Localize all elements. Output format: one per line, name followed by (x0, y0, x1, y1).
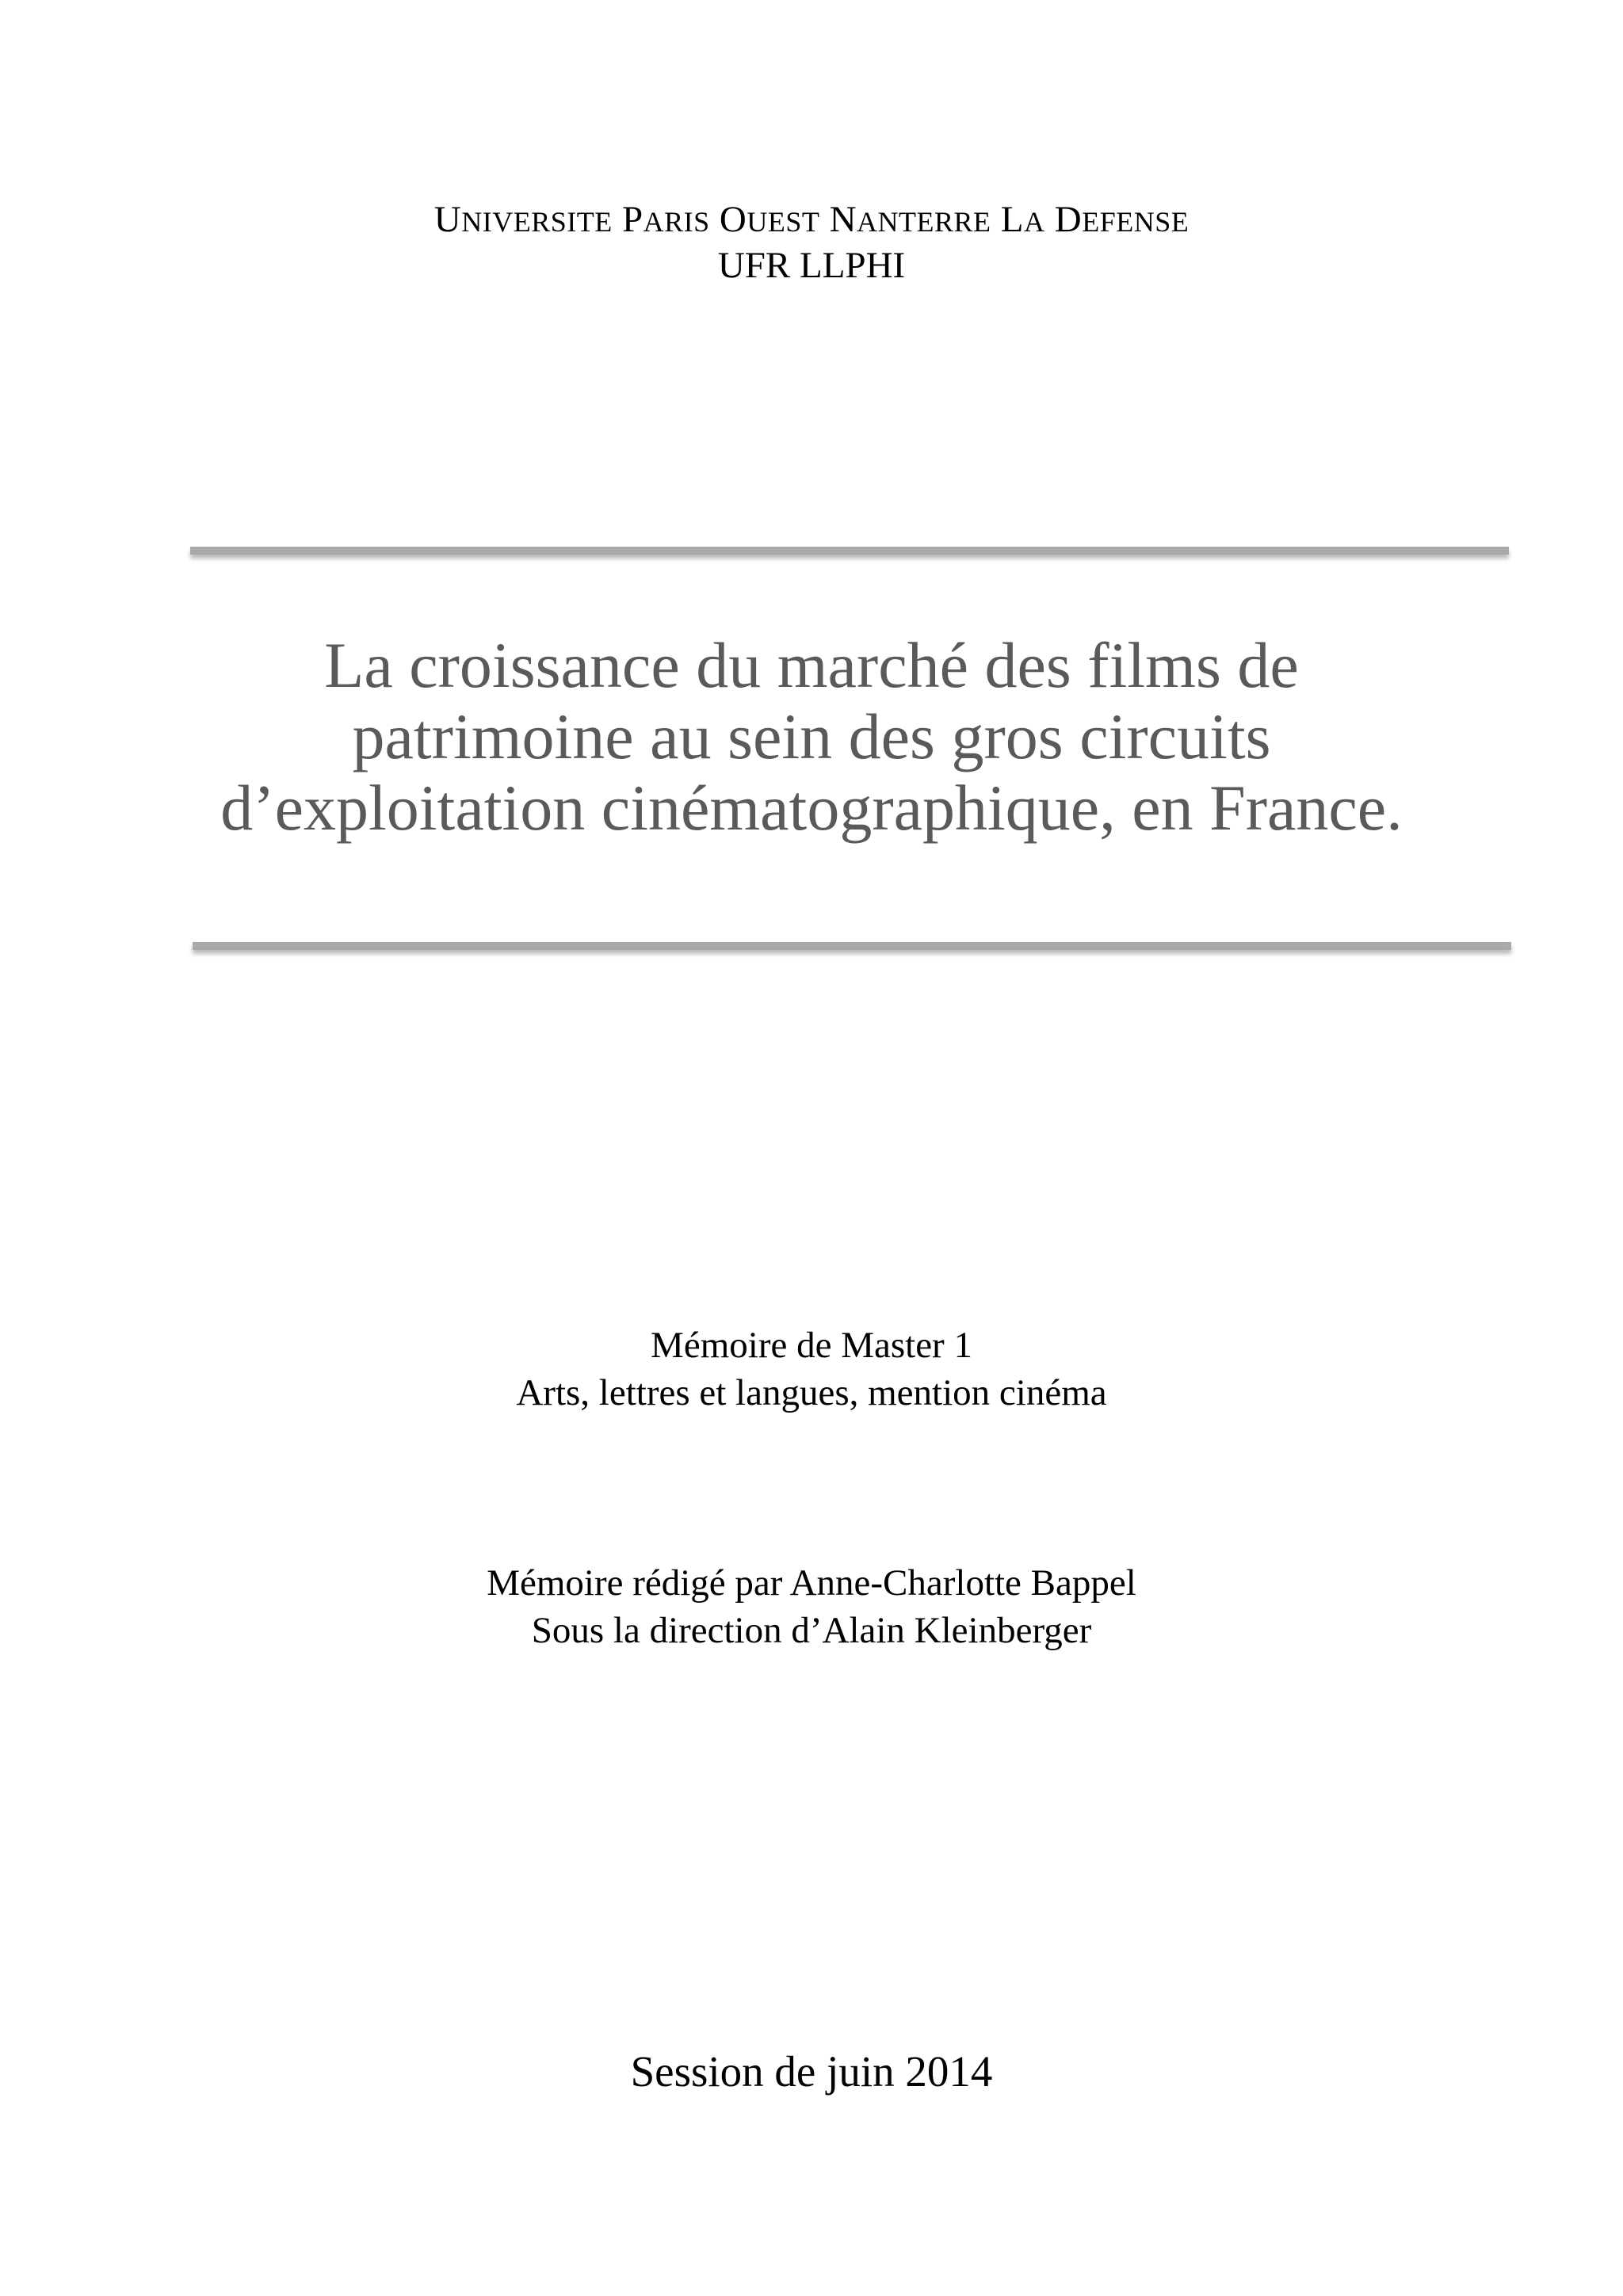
title-line-2: patrimoine au sein des gros circuits (352, 700, 1271, 772)
author-direction: Sous la direction d’Alain Kleinberger (531, 1610, 1092, 1651)
memoire-field: Arts, lettres et langues, mention cinéma (516, 1372, 1107, 1413)
ufr-name: UFR LLPHI (717, 245, 906, 286)
title-top-rule (190, 547, 1509, 555)
university-name (0, 196, 1623, 245)
memoire-type: Mémoire de Master 1 (651, 1325, 972, 1366)
title-line-3: d’exploitation cinématographique, en France. (220, 772, 1403, 844)
university-name-text (434, 199, 1189, 240)
author-written-by: Mémoire rédigé par Anne-Charlotte Bappel (487, 1562, 1136, 1604)
author-info (0, 1559, 1623, 1654)
session-date: Session de juin 2014 (630, 2047, 993, 2096)
university-name-rendered: UNIVERSITE PARIS OUEST NANTERRE LA DEFENSE (433, 199, 1190, 240)
document-title (0, 630, 1623, 844)
title-bottom-rule (193, 942, 1511, 950)
title-line-1: La croissance du marché des films de (324, 629, 1299, 701)
memoire-info (0, 1322, 1623, 1417)
